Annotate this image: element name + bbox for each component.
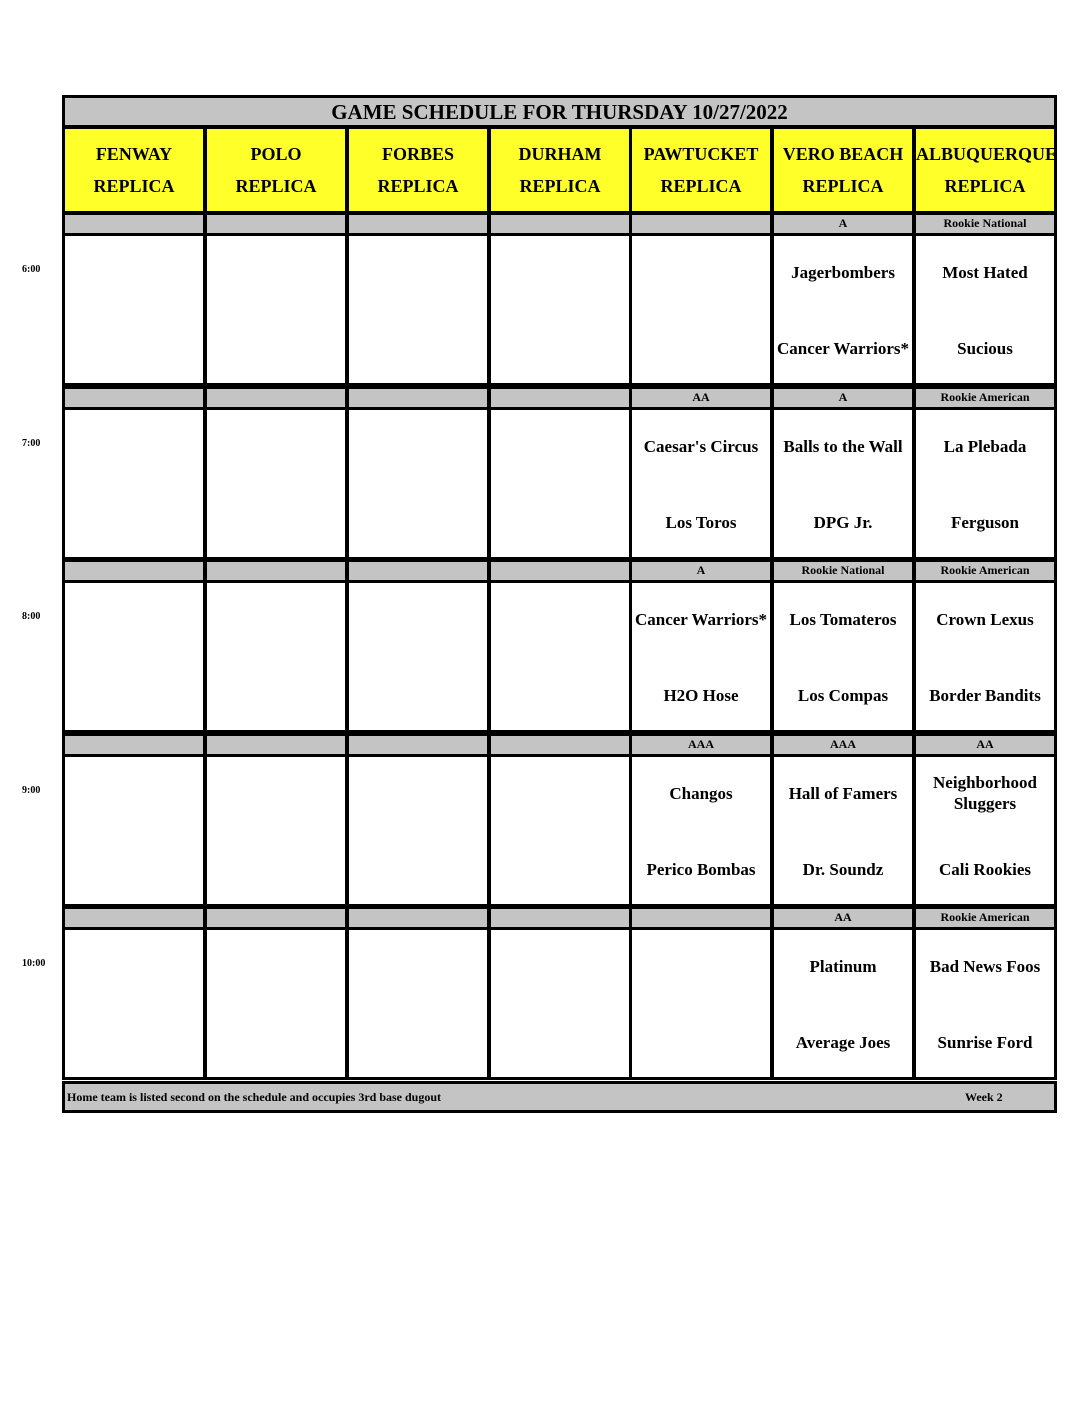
game-cell <box>488 233 632 386</box>
away-team <box>632 771 770 815</box>
schedule-footer <box>62 1081 1057 1113</box>
home-team <box>916 326 1054 370</box>
away-team <box>491 944 629 988</box>
home-team <box>207 673 345 717</box>
away-team-name: Los Tomateros <box>789 609 897 629</box>
away-team <box>491 597 629 641</box>
away-team <box>349 771 487 815</box>
home-team <box>632 1020 770 1064</box>
away-team <box>916 250 1054 294</box>
time-label: 6:00 <box>22 264 41 275</box>
away-team <box>774 424 912 468</box>
game-cell <box>629 927 773 1080</box>
division-label: A <box>629 559 773 583</box>
field-type: REPLICA <box>802 176 884 196</box>
home-team <box>774 500 912 544</box>
footer-note: Home team is listed second on the schedule and occupies 3rd base dugout <box>67 1090 442 1104</box>
game-cell <box>629 233 773 386</box>
game-cell <box>488 754 632 907</box>
away-team <box>916 771 1054 815</box>
away-team-name: Balls to the Wall <box>783 436 903 456</box>
home-team <box>916 847 1054 891</box>
home-team <box>774 673 912 717</box>
game-cell <box>62 233 206 386</box>
away-team-name: Most Hated <box>942 262 1028 282</box>
home-team-name: Border Bandits <box>929 685 1041 705</box>
home-team-name: Average Joes <box>795 1032 891 1052</box>
game-cell <box>913 233 1057 386</box>
game-cell <box>629 580 773 733</box>
division-label: AA <box>629 386 773 410</box>
home-team-name: Sunrise Ford <box>937 1032 1033 1052</box>
away-team <box>207 250 345 294</box>
home-team <box>916 500 1054 544</box>
game-cell <box>346 407 490 560</box>
home-team-name: Los Toros <box>665 512 737 532</box>
away-team-name: Caesar's Circus <box>643 436 759 456</box>
game-cell <box>629 407 773 560</box>
away-team <box>65 424 203 468</box>
home-team-name: Cali Rookies <box>938 859 1032 879</box>
field-header <box>913 126 1057 214</box>
home-team <box>349 500 487 544</box>
field-type: REPLICA <box>660 176 742 196</box>
time-label: 9:00 <box>22 785 41 796</box>
home-team <box>65 673 203 717</box>
game-cell <box>771 754 915 907</box>
division-label: A <box>771 386 915 410</box>
away-team <box>207 597 345 641</box>
away-team <box>774 250 912 294</box>
away-team <box>207 771 345 815</box>
division-label: Rookie National <box>913 212 1057 236</box>
away-team-name: Bad News Foos <box>929 956 1041 976</box>
away-team-name: Jagerbombers <box>791 262 895 282</box>
home-team <box>207 847 345 891</box>
home-team <box>774 847 912 891</box>
away-team <box>491 424 629 468</box>
division-label: Rookie American <box>913 386 1057 410</box>
division-label: Rookie American <box>913 906 1057 930</box>
away-team <box>207 944 345 988</box>
home-team <box>774 326 912 370</box>
field-header <box>488 126 632 214</box>
away-team <box>65 944 203 988</box>
division-label: AA <box>913 733 1057 757</box>
time-label: 10:00 <box>22 958 46 969</box>
home-team <box>491 673 629 717</box>
away-team-name: La Plebada <box>943 436 1027 456</box>
home-team <box>349 847 487 891</box>
game-cell <box>771 580 915 733</box>
home-team <box>207 1020 345 1064</box>
home-team-name: DPG Jr. <box>813 512 873 532</box>
game-cell <box>346 233 490 386</box>
field-type: REPLICA <box>519 176 601 196</box>
away-team <box>65 597 203 641</box>
game-cell <box>771 407 915 560</box>
game-cell <box>346 580 490 733</box>
home-team-name: H2O Hose <box>663 685 739 705</box>
time-label: 7:00 <box>22 438 41 449</box>
home-team <box>491 847 629 891</box>
away-team <box>632 250 770 294</box>
home-team-name: Ferguson <box>951 512 1019 532</box>
home-team <box>65 1020 203 1064</box>
game-cell <box>913 754 1057 907</box>
game-cell <box>346 927 490 1080</box>
home-team <box>632 500 770 544</box>
home-team <box>632 673 770 717</box>
field-type: REPLICA <box>944 176 1026 196</box>
home-team-name: Sucious <box>957 338 1013 358</box>
home-team <box>65 500 203 544</box>
away-team <box>491 771 629 815</box>
field-header <box>629 126 773 214</box>
home-team-name: Perico Bombas <box>646 859 756 879</box>
field-name: POLO <box>250 144 302 164</box>
away-team <box>349 424 487 468</box>
away-team-name: Hall of Famers <box>788 783 898 803</box>
game-cell <box>629 754 773 907</box>
game-cell <box>204 580 348 733</box>
home-team <box>65 847 203 891</box>
away-team <box>65 250 203 294</box>
field-name: FENWAY <box>95 144 173 164</box>
field-name: VERO BEACH <box>782 144 904 164</box>
game-cell <box>62 754 206 907</box>
home-team <box>65 326 203 370</box>
footer-week: Week 2 <box>965 1090 1003 1104</box>
away-team <box>916 597 1054 641</box>
field-header <box>771 126 915 214</box>
away-team-name: Platinum <box>809 956 877 976</box>
field-name: DURHAM <box>518 144 602 164</box>
home-team <box>207 326 345 370</box>
field-name: ALBUQUERQUE <box>916 144 1058 164</box>
home-team-name: Dr. Soundz <box>802 859 884 879</box>
home-team <box>349 326 487 370</box>
away-team-name: Changos <box>669 783 733 803</box>
game-cell <box>346 754 490 907</box>
game-cell <box>913 580 1057 733</box>
away-team <box>632 424 770 468</box>
away-team <box>349 250 487 294</box>
game-cell <box>204 407 348 560</box>
game-cell <box>62 580 206 733</box>
game-cell <box>62 407 206 560</box>
field-type: REPLICA <box>235 176 317 196</box>
home-team <box>916 1020 1054 1064</box>
game-cell <box>913 927 1057 1080</box>
home-team <box>491 1020 629 1064</box>
time-label: 8:00 <box>22 611 41 622</box>
home-team <box>349 673 487 717</box>
home-team <box>349 1020 487 1064</box>
away-team <box>632 597 770 641</box>
game-cell <box>204 233 348 386</box>
home-team <box>632 326 770 370</box>
division-label: Rookie National <box>771 559 915 583</box>
game-cell <box>62 927 206 1080</box>
home-team-name: Los Compas <box>797 685 889 705</box>
away-team <box>491 250 629 294</box>
field-type: REPLICA <box>377 176 459 196</box>
field-header <box>62 126 206 214</box>
division-label: AAA <box>771 733 915 757</box>
home-team-name: Cancer Warriors* <box>776 338 910 358</box>
home-team <box>207 500 345 544</box>
away-team-name: Crown Lexus <box>936 609 1034 629</box>
away-team <box>916 424 1054 468</box>
away-team <box>349 944 487 988</box>
field-header <box>346 126 490 214</box>
home-team <box>491 326 629 370</box>
field-header <box>204 126 348 214</box>
game-cell <box>913 407 1057 560</box>
field-name: FORBES <box>381 144 455 164</box>
division-label: AA <box>771 906 915 930</box>
division-label: A <box>771 212 915 236</box>
game-cell <box>204 754 348 907</box>
away-team <box>349 597 487 641</box>
away-team-name: Cancer Warriors* <box>634 609 768 629</box>
away-team <box>774 944 912 988</box>
home-team <box>774 1020 912 1064</box>
home-team <box>916 673 1054 717</box>
away-team <box>632 944 770 988</box>
away-team <box>774 771 912 815</box>
game-cell <box>488 580 632 733</box>
game-cell <box>488 407 632 560</box>
game-cell <box>488 927 632 1080</box>
home-team <box>491 500 629 544</box>
away-team <box>916 944 1054 988</box>
game-cell <box>771 927 915 1080</box>
away-team-name: Neighborhood Sluggers <box>933 773 1037 813</box>
away-team <box>774 597 912 641</box>
game-cell <box>771 233 915 386</box>
schedule-title: GAME SCHEDULE FOR THURSDAY 10/27/2022 <box>62 95 1057 128</box>
home-team <box>632 847 770 891</box>
field-type: REPLICA <box>93 176 175 196</box>
division-label: Rookie American <box>913 559 1057 583</box>
game-cell <box>204 927 348 1080</box>
division-label: AAA <box>629 733 773 757</box>
away-team <box>207 424 345 468</box>
away-team <box>65 771 203 815</box>
field-name: PAWTUCKET <box>643 144 759 164</box>
